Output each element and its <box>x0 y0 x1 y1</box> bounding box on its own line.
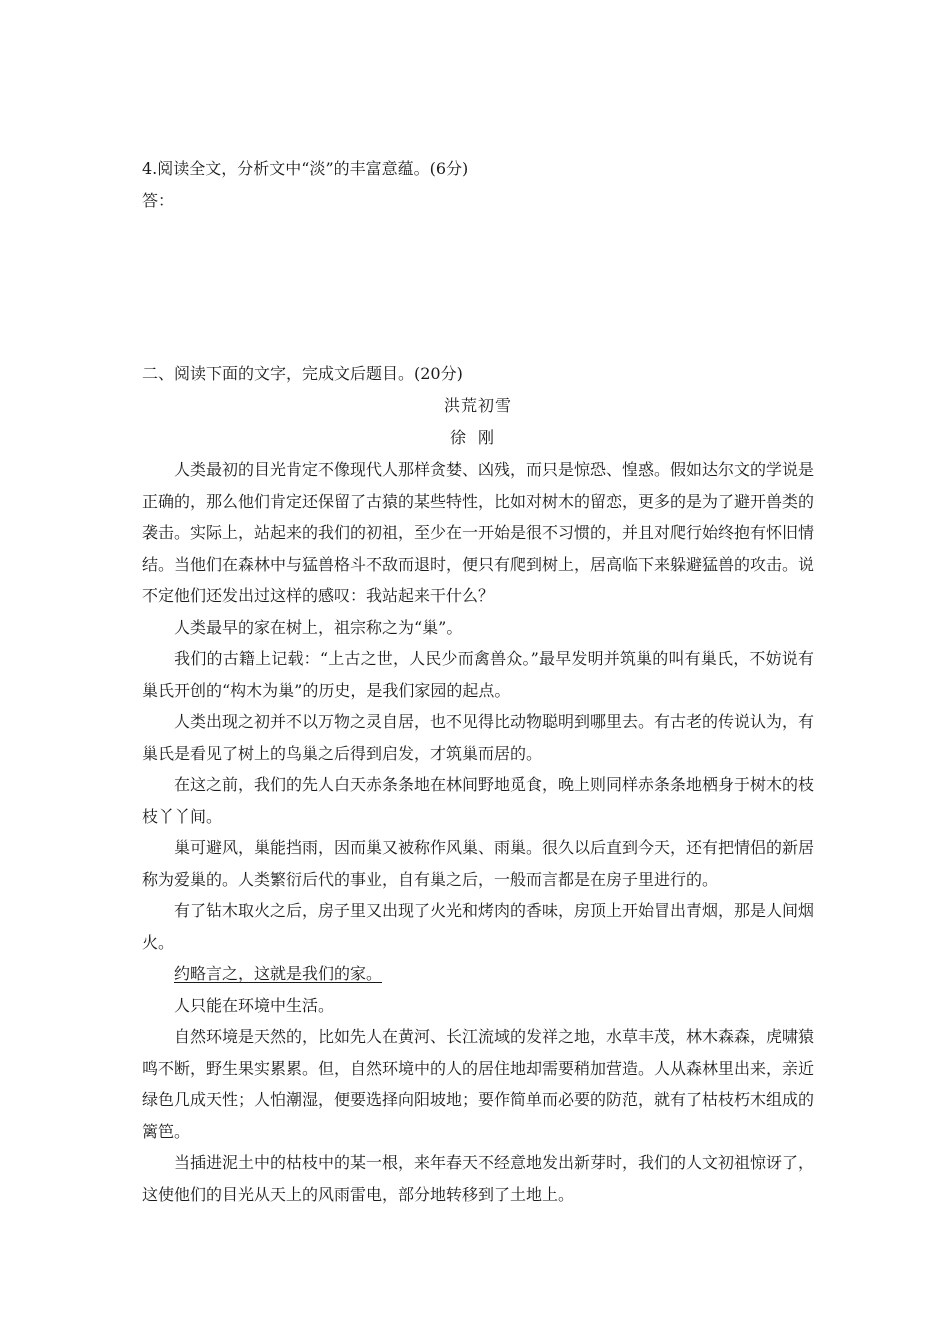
article-body <box>142 454 814 1210</box>
paragraph: 人类最早的家在树上，祖宗称之为“巢”。 <box>174 617 463 637</box>
paragraph: 人类出现之初并不以万物之灵自居，也不见得比动物聪明到哪里去。有古老的传说认为，有巢氏是看见了树上的鸟巢之后得到启发，才筑巢而居的。 <box>142 712 815 763</box>
article-title: 洪荒初雪 <box>443 396 512 415</box>
paragraph: 有了钻木取火之后，房子里又出现了火光和烤肉的香味，房顶上开始冒出青烟，那是人间烟火。 <box>142 901 815 952</box>
paragraph: 人类最初的目光肯定不像现代人那样贪婪、凶残，而只是惊恐、惶惑。假如达尔文的学说是正确的，那么他们肯定还保留了古猿的某些特性，比如对树木的留恋，更多的是为了避开兽类的袭击。实际上，站起来的我们的初祖，至少在一开始是很不习惯的，并且对爬行始终抱有怀旧情结。当他们在森林中与猛兽格斗不敌而退时，便只有爬到树上，居高临下来躲避猛兽的攻击。说不定他们还发出过这样的感叹：我站起来干什么？ <box>142 460 815 605</box>
paragraph: 自然环境是天然的，比如先人在黄河、长江流域的发祥之地，水草丰茂，林木森森，虎啸猿鸣不断，野生果实累累。但，自然环境中的人的居住地却需要稍加营造。人从森林里出来，亲近绿色几成天性；人怕潮湿，便要选择向阳坡地；要作简单而必要的防范，就有了枯枝朽木组成的篱笆。 <box>142 1027 815 1141</box>
question-4 <box>142 153 814 217</box>
paragraph: 我们的古籍上记载：“上古之世，人民少而禽兽众。”最早发明并筑巢的叫有巢氏，不妨说有巢氏开创的“构木为巢”的历史，是我们家园的起点。 <box>142 649 814 700</box>
paragraph: 在这之前，我们的先人白天赤条条地在林间野地觅食，晚上则同样赤条条地栖身于树木的枝枝丫丫间。 <box>142 775 815 826</box>
question-4-prompt: 4.阅读全文，分析文中“淡”的丰富意蕴。(6分) <box>142 159 469 178</box>
underlined-paragraph: 约略言之，这就是我们的家。 <box>174 964 383 983</box>
paragraph: 巢可避风，巢能挡雨，因而巢又被称作风巢、雨巢。很久以后直到今天，还有把情侣的新居称为爱巢的。人类繁衍后代的事业，自有巢之后，一般而言都是在房子里进行的。 <box>142 838 815 889</box>
answer-label: 答： <box>142 191 175 210</box>
article-author: 徐刚 <box>449 428 506 447</box>
section-2-heading: 二、阅读下面的文字，完成文后题目。(20分) <box>142 364 463 383</box>
paragraph: 人只能在环境中生活。 <box>174 995 335 1015</box>
section-2-heading-block <box>142 358 814 390</box>
paragraph: 当插进泥土中的枯枝中的某一根，来年春天不经意地发出新芽时，我们的人文初祖惊讶了，这使他们的目光从天上的风雨雷电，部分地转移到了土地上。 <box>142 1153 815 1204</box>
